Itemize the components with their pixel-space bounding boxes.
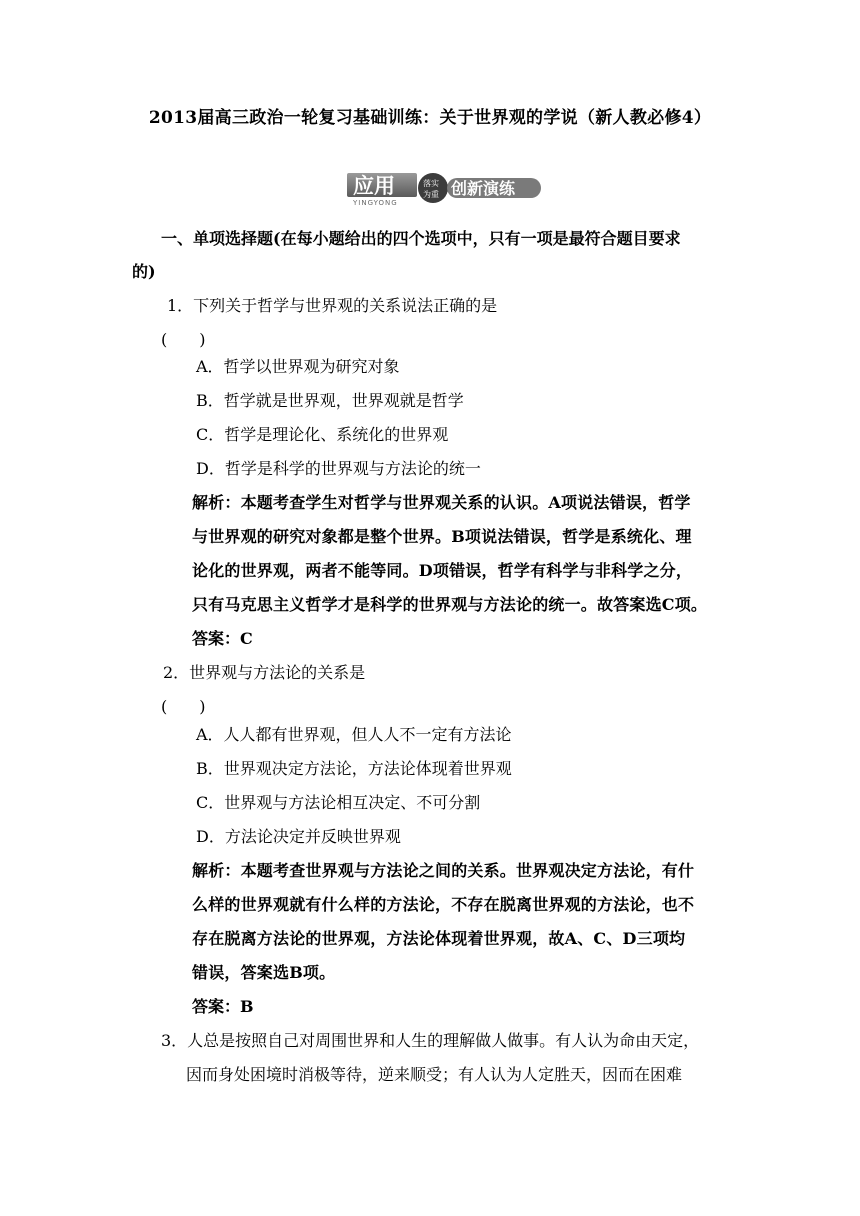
q1-analysis-line4: 只有马克思主义哲学才是科学的世界观与方法论的统一。故答案选C项。 bbox=[192, 595, 708, 614]
q2-analysis-line1: 解析：本题考查世界观与方法论之间的关系。世界观决定方法论，有什 bbox=[192, 861, 695, 880]
q1-answer: 答案：C bbox=[192, 629, 253, 648]
banner-small-bottom: 为重 bbox=[423, 190, 439, 199]
q1-analysis-line2: 与世界观的研究对象都是整个世界。B项说法错误，哲学是系统化、理 bbox=[192, 527, 692, 546]
document-title: 2013届高三政治一轮复习基础训练：关于世界观的学说（新人教必修4） bbox=[148, 108, 712, 128]
q2-analysis-line4: 错误，答案选B项。 bbox=[192, 963, 336, 982]
section-heading-line2: 的) bbox=[132, 262, 156, 281]
q2-analysis-line3: 存在脱离方法论的世界观，方法论体现着世界观，故A、C、D三项均 bbox=[192, 929, 686, 948]
q2-option-c: C．世界观与方法论相互决定、不可分割 bbox=[196, 793, 481, 812]
q1-analysis-line1: 解析：本题考查学生对哲学与世界观关系的认识。A项说法错误，哲学 bbox=[192, 493, 691, 512]
q1-stem: 1．下列关于哲学与世界观的关系说法正确的是 bbox=[167, 296, 498, 315]
q3-stem-line2: 因而身处困境时消极等待，逆来顺受；有人认为人定胜天，因而在困难 bbox=[186, 1065, 683, 1084]
banner-small-top: 落实 bbox=[423, 179, 439, 188]
q2-blank: ( ) bbox=[161, 697, 206, 716]
q2-answer: 答案：B bbox=[192, 997, 254, 1016]
q2-option-b: B．世界观决定方法论，方法论体现着世界观 bbox=[196, 759, 512, 778]
q2-stem: 2．世界观与方法论的关系是 bbox=[163, 663, 366, 682]
banner-sub-text: 创新演练 bbox=[451, 179, 516, 198]
banner-pinyin: YINGYONG bbox=[353, 199, 398, 206]
section-heading-line1: 一、单项选择题(在每小题给出的四个选项中，只有一项是最符合题目要求 bbox=[161, 229, 681, 248]
q3-stem-line1: 3．人总是按照自己对周围世界和人生的理解做人做事。有人认为命由天定， bbox=[161, 1031, 700, 1050]
q2-option-a: A．人人都有世界观，但人人不一定有方法论 bbox=[196, 725, 512, 744]
q1-option-d: D．哲学是科学的世界观与方法论的统一 bbox=[196, 459, 481, 478]
q1-option-a: A．哲学以世界观为研究对象 bbox=[196, 357, 400, 376]
q1-analysis-line3: 论化的世界观，两者不能等同。D项错误，哲学有科学与非科学之分， bbox=[192, 561, 693, 580]
q1-option-c: C．哲学是理论化、系统化的世界观 bbox=[196, 425, 449, 444]
q2-analysis-line2: 么样的世界观就有什么样的方法论，不存在脱离世界观的方法论，也不 bbox=[192, 895, 695, 914]
q1-blank: ( ) bbox=[161, 330, 206, 349]
q2-option-d: D．方法论决定并反映世界观 bbox=[196, 827, 401, 846]
section-banner bbox=[347, 172, 543, 206]
q1-option-b: B．哲学就是世界观，世界观就是哲学 bbox=[196, 391, 464, 410]
banner-main-text: 应用 bbox=[353, 174, 395, 198]
